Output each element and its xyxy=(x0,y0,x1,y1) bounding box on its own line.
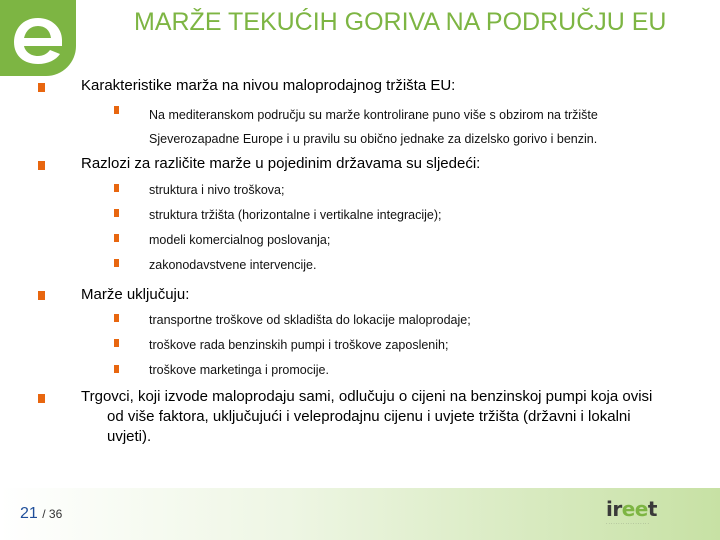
ireet-logo-icon xyxy=(606,497,678,527)
sub-bullet-icon xyxy=(114,259,119,267)
list-item: struktura tržišta (horizontalne i vertikalne integracije); xyxy=(149,208,442,222)
section-heading: Marže uključuju: xyxy=(81,286,190,303)
section-heading: Trgovci, koji izvode maloprodaju sami, odlučuju o cijeni na benzinskoj pumpi koja ovisi od više faktora, uključujući i veleprodajnu cijenu i uvjete tržišta (državni i lokalni uvjeti). xyxy=(81,388,653,445)
sub-bullet-icon xyxy=(114,339,119,347)
list-item: troškove marketinga i promocije. xyxy=(149,363,329,377)
sub-bullet-icon xyxy=(114,209,119,217)
list-item: troškove rada benzinskih pumpi i troškove zaposlenih; xyxy=(149,338,449,352)
list-item: Na mediteranskom području su marže kontrolirane puno više s obzirom na tržište Sjeverozapadne Europe i u pravilu su obično jednake za dizelsko gorivo i benzin. xyxy=(149,108,598,146)
bullet-icon xyxy=(38,394,45,403)
section-heading: Razlozi za različite marže u pojedinim državama su sljedeći: xyxy=(81,155,481,172)
page-number xyxy=(20,505,62,523)
sub-bullet-icon xyxy=(114,106,119,114)
page-current: 21 xyxy=(20,505,38,522)
sub-bullet-icon xyxy=(114,314,119,322)
page-total: / 36 xyxy=(42,507,63,521)
list-item: zakonodavstvene intervencije. xyxy=(149,258,317,272)
section-heading-paragraph xyxy=(81,387,661,447)
page-title: MARŽE TEKUĆIH GORIVA NA PODRUČJU EU xyxy=(134,8,667,36)
e-logo-icon xyxy=(0,0,76,76)
section-heading: Karakteristike marža na nivou maloprodajnog tržišta EU: xyxy=(81,77,456,94)
bullet-icon xyxy=(38,291,45,300)
list-item: transportne troškove od skladišta do lokacije maloprodaje; xyxy=(149,313,471,327)
bullet-icon xyxy=(38,161,45,170)
sub-bullet-icon xyxy=(114,184,119,192)
list-item: modeli komercialnog poslovanja; xyxy=(149,233,331,247)
list-item: struktura i nivo troškova; xyxy=(149,183,285,197)
bullet-icon xyxy=(38,83,45,92)
sub-bullet-icon xyxy=(114,365,119,373)
sub-bullet-icon xyxy=(114,234,119,242)
ireet-tagline: · · · · · · · · · · · · · · · · · · xyxy=(606,521,649,526)
ireet-wordmark: ireet xyxy=(606,497,657,521)
